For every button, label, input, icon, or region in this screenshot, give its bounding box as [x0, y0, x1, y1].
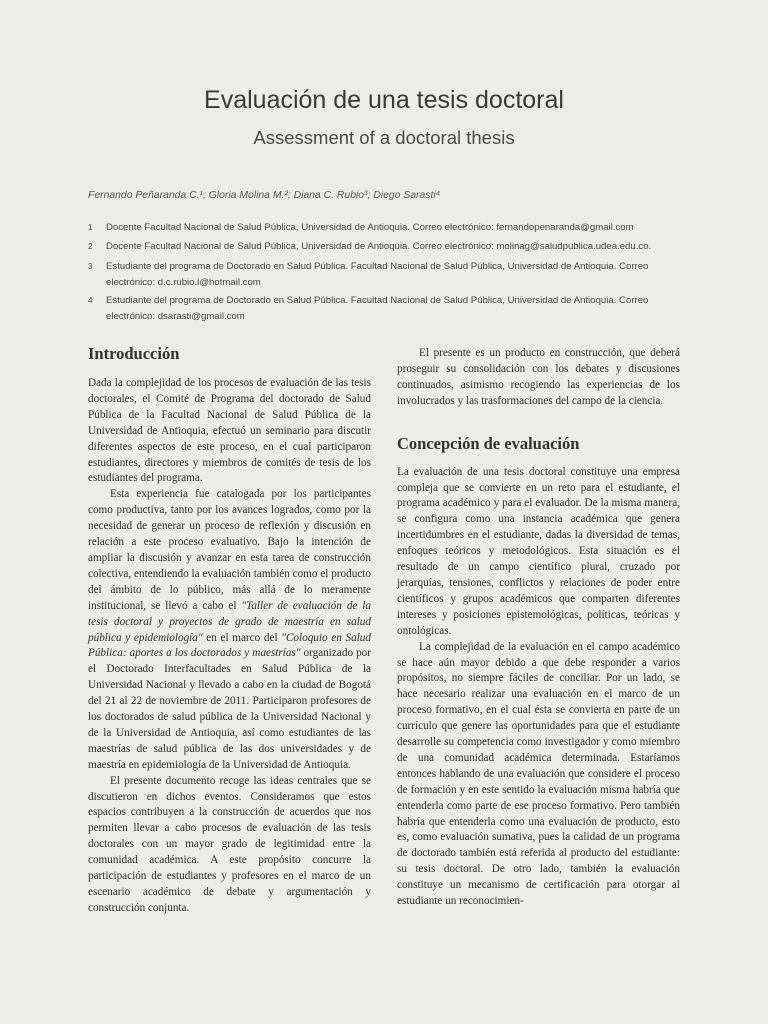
- section-heading-concepcion: Concepción de evaluación: [397, 433, 580, 453]
- paragraph: La complejidad de la evaluación en el campo académico se hace aún mayor debido a que debe responder a varios propósitos, no siempre fáciles de conciliar. Por un lado, se hace necesario realizar una evaluación en el marco de un proceso formativo, en el cual ésta se convierta en parte de un currículo que genere las oportunidades para que el estudiante desarrolle su competencia como investigador y como miembro de una comunidad académica determinada. Estaríamos entonces hablando de una evaluación que considere el proceso de formación y en este sentido la evaluación misma habría que entenderla como parte de ese proceso formativo. Pero también habría que entenderla como una evaluación de producto, esto es, como evaluación sumativa, pues la calidad de un programa de doctorado también está referida al producto del estudiante: su tesis doctoral. De otro lado, también la evaluación constituye un mecanismo de certificación para otorgar al estudiante un reconocimien-: [397, 640, 680, 908]
- affiliation-2: [88, 239, 688, 255]
- paragraph: La evaluación de una tesis doctoral constituye una empresa compleja que se convierte en un reto para el estudiante, el programa académico y para el evaluador. De la misma manera, se configura como una instancia académica que genera incertidumbres en el estudiante, dadas la diversidad de temas, enfoques teóricos y metodológicos. Esta situación es el resultado de un campo científico plural, cruzado por jerarquías, tensiones, conflictos y relaciones de poder entre científicos y grupos académicos que comparten diferentes intereses y posiciones epistemológicas, políticas, teóricas y ontológicas.: [397, 465, 680, 637]
- paragraph: El presente es un producto en construcción, que deberá proseguir su consolidación con los debates y discusiones continuados, asimismo recogiendo las experiencias de los involucrados y las trasformaciones del campo de la ciencia.: [397, 347, 680, 407]
- right-column: [397, 346, 680, 910]
- text-run: Esta experiencia fue catalogada por los participantes como productiva, tanto por los avances logrados, como por la necesidad de generar un proceso de reflexión y discusión en relación a este proceso evaluativo. Bajo la intención de ampliar la discusión y avanzar en esta tarea de construcción colectiva, entendiendo la evaluación también como el producto del ámbito de lo público, más allá de lo meramente institucional, se llevó a cabo el: [88, 488, 371, 612]
- affiliation-text: Estudiante del programa de Doctorado en Salud Pública. Facultad Nacional de Salud Pública, Universidad de Antioquia. Correo electrónico: d.c.rubio.l@hotmail.com: [106, 261, 649, 288]
- paragraph: [88, 487, 371, 773]
- affiliation-text: Estudiante del programa de Doctorado en Salud Pública. Facultad Nacional de Salud Pública, Universidad de Antioquia. Correo electrónico: dsarasti@gmail.com: [106, 295, 649, 322]
- italic-title: "Taller de evaluación de la tesis doctoral y proyectos de grado de maestría en salud pública y epidemiología": [88, 599, 371, 644]
- article-subtitle: Assessment of a doctoral thesis: [253, 127, 515, 148]
- text-run: en el marco del: [202, 631, 282, 644]
- affiliation-1: [88, 220, 688, 236]
- paragraph: El presente documento recoge las ideas centrales que se discutieron en dichos eventos. Consideramos que estos espacios contribuyen a la construcción de acuerdos que nos permiten llevar a cabo procesos de evaluación de las tesis doctorales con un mayor grado de legitimidad entre la comunidad académica. A este propósito concurre la participación de estudiantes y profesores en el marco de un escenario académico de debate y argumentación y construcción conjunta.: [88, 774, 371, 914]
- affiliation-text: Docente Facultad Nacional de Salud Pública, Universidad de Antioquia. Correo electrónico: molinag@saludpublica.udea.edu.co.: [106, 241, 652, 252]
- article-title: Evaluación de una tesis doctoral: [204, 86, 564, 114]
- affiliation-number: 2: [88, 242, 93, 251]
- affiliation-number: 4: [88, 296, 93, 305]
- italic-title: "Coloquio en Salud Pública: aportes a los doctorados y maestrías": [88, 631, 371, 660]
- affiliation-number: 3: [88, 262, 93, 271]
- paragraph: Dada la complejidad de los procesos de evaluación de las tesis doctorales, el Comité de Programa del doctorado de Salud Pública de la Facultad Nacional de Salud Pública de la Universidad de Antioquia, efectuó un seminario para discutir diferentes aspectos de este proceso, en el cual participaron estudiantes, directores y miembros de comités de tesis de los estudiantes del programa.: [88, 377, 371, 485]
- affiliation-4: [88, 293, 688, 325]
- text-run: organizado por el Doctorado Interfacultades en Salud Pública de la Universidad Nacional y llevado a cabo en la ciudad de Bogotá del 21 al 22 de noviembre de 2011. Participaron profesores de los doctorados de salud pública de la Universidad Nacional y de la Universidad de Antioquia, así como estudiantes de las maestrías de salud pública de las dos universidades y de maestría en epidemiología de la Universidad de Antioquia.: [88, 647, 371, 771]
- affiliation-number: 1: [88, 223, 93, 232]
- author-line: Fernando Peñaranda C.¹; Gloria Molina M.²; Diana C. Rubio³; Diego Sarasti⁴: [88, 190, 441, 201]
- left-column: [88, 344, 371, 917]
- affiliation-text: Docente Facultad Nacional de Salud Pública, Universidad de Antioquia. Correo electrónico: fernandopenaranda@gmail.com: [106, 222, 634, 233]
- affiliation-3: [88, 259, 688, 291]
- section-heading-introduccion: Introducción: [88, 344, 180, 363]
